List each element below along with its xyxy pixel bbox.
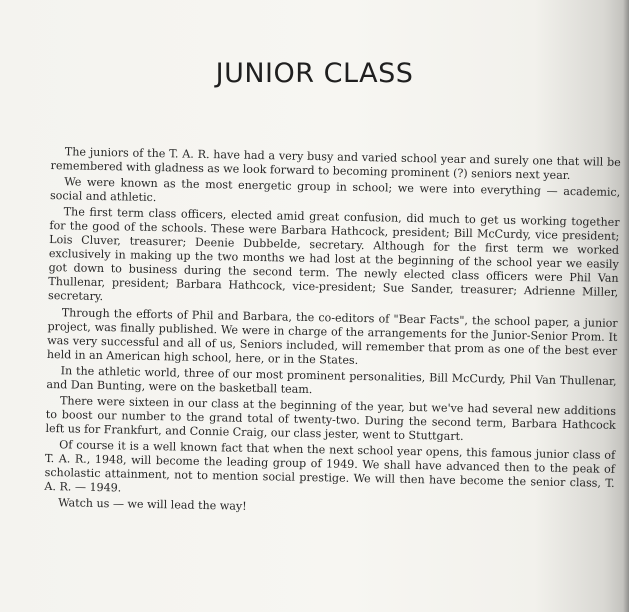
page-edge-shadow — [623, 0, 629, 612]
paragraph-closing: Watch us — we will lead the way! — [58, 496, 247, 514]
paragraph-officers: The first term class officers, elected amid great confusion, did much to get us working together for the good of the schools. These were Barbara Hathcock, president; Bill McCurdy, vice president; Lois Cluver, treasurer; Deenie Dubbelde, secretary. Although for the first term we worked exclusively in making up the two months we had lost at the beginning of the school year we easily got down to business during the second term. The newly elected class officers were Phil Van Thullenar, president; Barbara Hathcock, vice-president; Sue Sander, treasurer; Adrienne Miller, secretary. — [47, 205, 620, 304]
page-title: JUNIOR CLASS — [215, 58, 414, 89]
paragraph-athletics: In the athletic world, three of our most prominent personalities, Bill McCurdy, Phil Van Thullenar, and Dan Bunting, were on the basketball team. — [46, 363, 617, 396]
paragraph-membership: There were sixteen in our class at the beginning of the year, but we've had several new additions to boost our number to the grand total of twenty-two. During the second term, Barbara Hathcock left us for Frankfurt, and Connie Craig, our class jester, went to Stuttgart. — [45, 394, 617, 443]
paragraph-intro: The juniors of the T. A. R. have had a very busy and varied school year and surely one that will be remembered with gladness as we look forward to becoming prominent (?) seniors next year. — [50, 145, 621, 182]
paragraph-energetic: We were known as the most energetic group in school; we were into everything — academic, social and athletic. — [49, 175, 621, 205]
paragraph-future: Of course it is a well known fact that when the next school year opens, this famous junior class of T. A. R., 1948, will become the leading group of 1949. We shall have advanced then to the peak of scholastic attainment, not to mention social prestige. We will then have become the senior class, T. A. R. — 1949. — [44, 438, 616, 495]
article-body — [44, 145, 621, 523]
paragraph-bear-facts: Through the efforts of Phil and Barbara, the co-editors of "Bear Facts", the school paper, a junior project, was finally published. We were in charge of the arrangements for the Junior-Senior Prom. It was very successful and all of us, Seniors included, will remember that prom as one of the best ever held in an American high school, here, or in the States. — [46, 305, 618, 367]
